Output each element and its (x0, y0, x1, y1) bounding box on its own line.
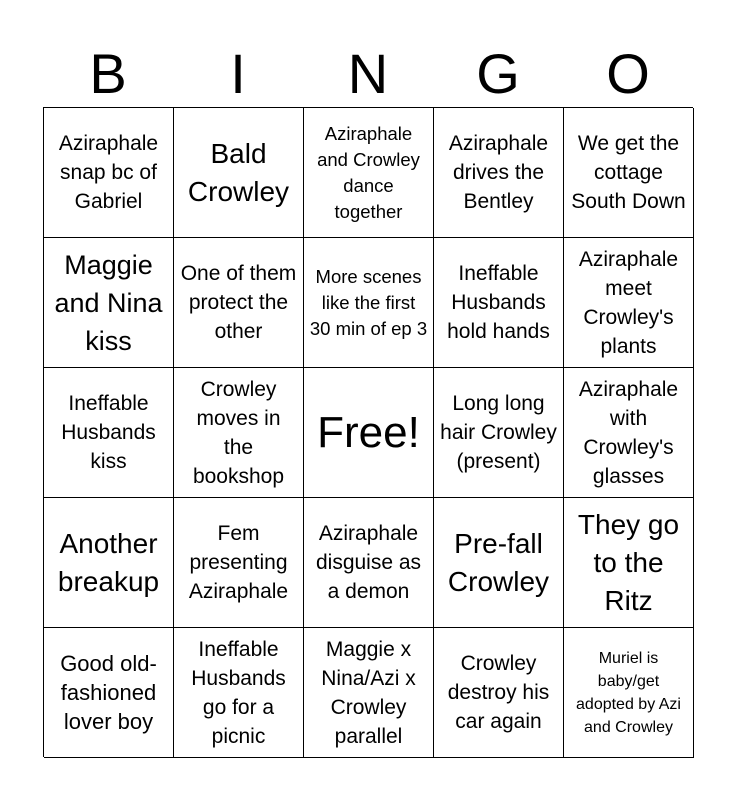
bingo-cell[interactable] (44, 108, 174, 238)
bingo-cell[interactable] (564, 628, 694, 758)
bingo-cell[interactable] (174, 238, 304, 368)
cell-text: Good old-fashioned lover boy (60, 651, 157, 734)
cell-text: Bald Crowley (187, 137, 290, 207)
cell-text: Aziraphale and Crowley dance together (317, 122, 420, 222)
cell-text: Pre-fall Crowley (447, 527, 550, 597)
header-letter-n: N (347, 42, 389, 105)
cell-text: Aziraphale disguise as a demon (315, 522, 422, 603)
cell-text: Aziraphale with Crowley's glasses (578, 377, 679, 488)
cell-text: Ineffable Husbands kiss (61, 392, 156, 473)
bingo-cell[interactable] (304, 628, 434, 758)
cell-text: More scenes like the first 30 min of ep 3 (309, 265, 428, 339)
bingo-cell[interactable] (434, 238, 564, 368)
cell-text: Muriel is baby/get adopted by Azi and Crowley (576, 649, 681, 736)
bingo-cell[interactable] (564, 238, 694, 368)
cell-text: One of them protect the other (180, 262, 297, 343)
bingo-cell[interactable] (304, 238, 434, 368)
bingo-cell[interactable] (564, 108, 694, 238)
bingo-header (43, 40, 693, 108)
bingo-cell[interactable] (304, 108, 434, 238)
bingo-cell[interactable] (564, 498, 694, 628)
bingo-cell[interactable] (304, 498, 434, 628)
bingo-cell[interactable] (174, 498, 304, 628)
cell-text: Ineffable Husbands go for a picnic (191, 637, 286, 748)
cell-text: Fem presenting Aziraphale (188, 522, 289, 603)
bingo-cell[interactable] (174, 628, 304, 758)
header-letter-g: G (476, 42, 520, 105)
bingo-cell[interactable] (564, 368, 694, 498)
bingo-cell[interactable] (434, 498, 564, 628)
cell-text: We get the cottage South Down (571, 132, 686, 213)
bingo-cell[interactable] (174, 108, 304, 238)
bingo-cell[interactable] (174, 368, 304, 498)
bingo-cell[interactable] (434, 368, 564, 498)
cell-text: Another breakup (57, 527, 160, 597)
bingo-grid (43, 107, 693, 757)
bingo-cell[interactable] (434, 628, 564, 758)
free-space-cell[interactable] (304, 368, 434, 498)
cell-text: Aziraphale snap bc of Gabriel (58, 132, 159, 213)
cell-text: Aziraphale drives the Bentley (448, 132, 549, 213)
bingo-cell[interactable] (44, 628, 174, 758)
header-letter-o: O (606, 42, 650, 105)
cell-text: They go to the Ritz (577, 508, 680, 616)
bingo-cell[interactable] (44, 238, 174, 368)
cell-text: Ineffable Husbands hold hands (447, 262, 550, 343)
bingo-cell[interactable] (434, 108, 564, 238)
cell-text: Maggie x Nina/Azi x Crowley parallel (321, 637, 416, 748)
cell-text: Aziraphale meet Crowley's plants (578, 247, 679, 358)
header-letter-i: I (230, 42, 246, 105)
cell-text: Crowley destroy his car again (447, 652, 550, 733)
bingo-cell[interactable] (44, 368, 174, 498)
bingo-cell[interactable] (44, 498, 174, 628)
header-letter-b: B (89, 42, 127, 105)
cell-text: Long long hair Crowley (present) (440, 392, 557, 473)
free-space-text: Free! (317, 407, 420, 457)
cell-text: Crowley moves in the bookshop (192, 377, 285, 488)
cell-text: Maggie and Nina kiss (54, 249, 163, 356)
